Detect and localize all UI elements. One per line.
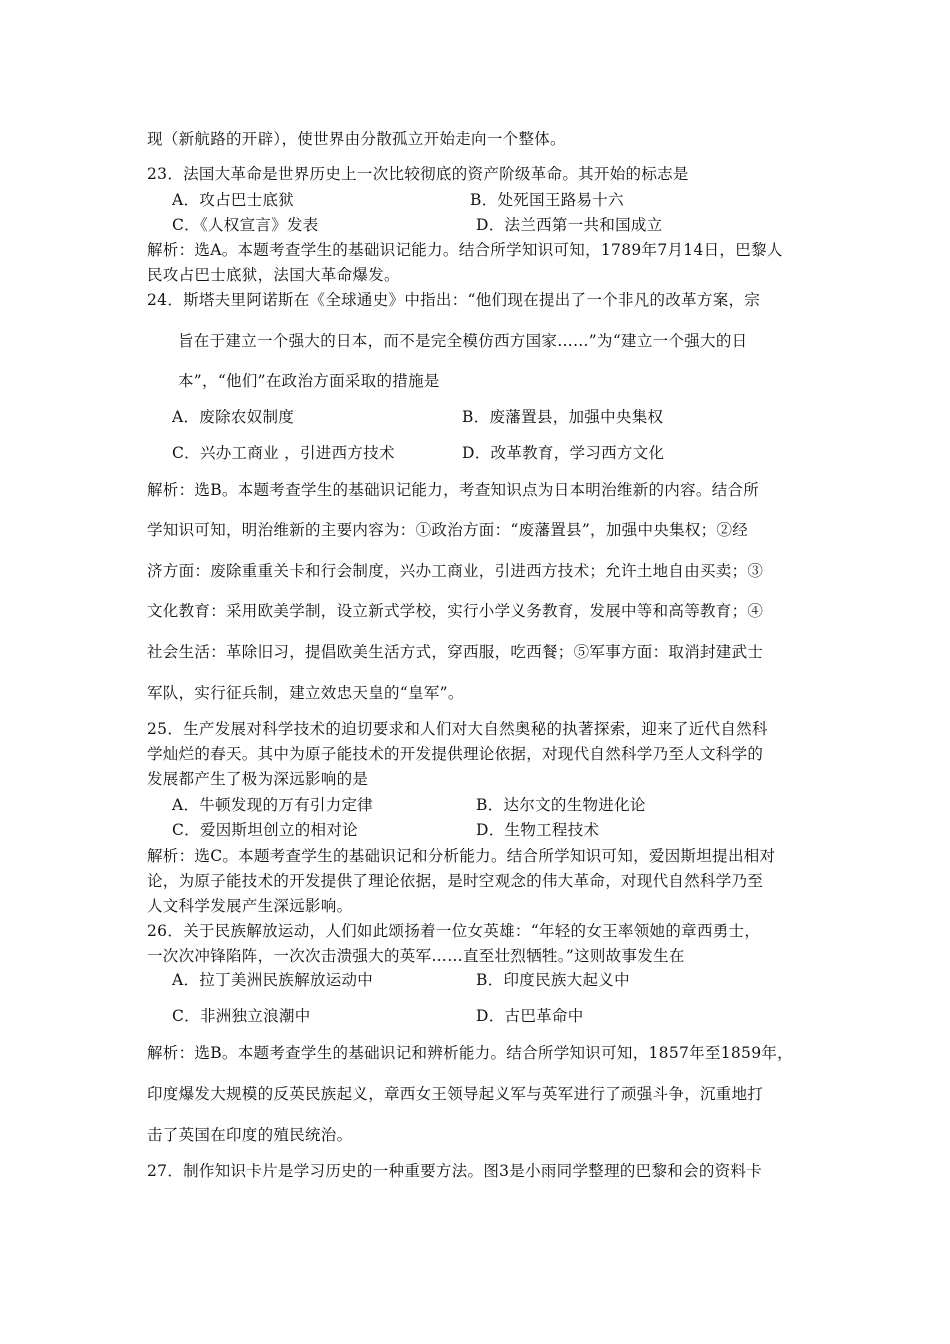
question-24-option-b: B．废藩置县，加强中央集权 — [462, 408, 664, 426]
question-25-analysis-line-1: 解析：选C。本题考查学生的基础识记和分析能力。结合所学知识可知，爱因斯坦提出相对 — [147, 847, 776, 865]
question-24-option-c: C．兴办工商业 ，引进西方技术 — [172, 444, 395, 462]
question-25-analysis-line-3: 人文科学发展产生深远影响。 — [147, 897, 353, 915]
question-24-stem-line-3: 本”，“他们”在政治方面采取的措施是 — [178, 372, 440, 390]
question-26-analysis-line-3: 击了英国在印度的殖民统治。 — [147, 1126, 353, 1144]
question-24-analysis-line-1: 解析：选B。本题考查学生的基础识记能力，考查知识点为日本明治维新的内容。结合所 — [147, 481, 760, 499]
question-26-stem-line-1: 26．关于民族解放运动，人们如此颂扬着一位女英雄：“年轻的女王率领她的章西勇士， — [147, 922, 761, 940]
question-25-option-d: D．生物工程技术 — [476, 821, 600, 839]
question-25-option-a: A．牛顿发现的万有引力定律 — [172, 796, 374, 814]
question-24-analysis-line-5: 社会生活：革除旧习，提倡欧美生活方式，穿西服，吃西餐；⑤军事方面：取消封建武士 — [147, 643, 764, 661]
question-24-stem-line-1: 24．斯塔夫里阿诺斯在《全球通史》中指出：“他们现在提出了一个非凡的改革方案，宗 — [147, 291, 761, 309]
question-26-option-a: A．拉丁美洲民族解放运动中 — [172, 971, 374, 989]
question-25-stem-line-3: 发展都产生了极为深远影响的是 — [147, 770, 369, 788]
question-25-analysis-line-2: 论，为原子能技术的开发提供了理论依据，是时空观念的伟大革命，对现代自然科学乃至 — [147, 872, 764, 890]
text-line-1: 现（新航路的开辟），使世界由分散孤立开始走向一个整体。 — [147, 130, 566, 148]
question-25-option-b: B．达尔文的生物进化论 — [476, 796, 646, 814]
question-23-analysis-line-1: 解析：选A。本题考查学生的基础识记能力。结合所学知识可知，1789年7月14日，巴黎人 — [147, 241, 783, 259]
question-24-analysis-line-2: 学知识可知，明治维新的主要内容为：①政治方面：“废藩置县”，加强中央集权；②经 — [147, 521, 749, 539]
question-26-option-b: B．印度民族大起义中 — [476, 971, 630, 989]
question-23-option-c: C．《人权宣言》发表 — [172, 216, 319, 234]
question-24-option-d: D．改革教育，学习西方文化 — [462, 444, 665, 462]
question-24-analysis-line-3: 济方面：废除重重关卡和行会制度，兴办工商业，引进西方技术；允许土地自由买卖；③ — [147, 562, 764, 580]
question-25-stem-line-1: 25．生产发展对科学技术的迫切要求和人们对大自然奥秘的执著探索，迎来了近代自然科 — [147, 720, 768, 738]
question-26-option-c: C．非洲独立浪潮中 — [172, 1007, 311, 1025]
question-26-analysis-line-2: 印度爆发大规模的反英民族起义，章西女王领导起义军与英军进行了顽强斗争，沉重地打 — [147, 1085, 764, 1103]
question-26-stem-line-2: 一次次冲锋陷阵，一次次击溃强大的英军……直至壮烈牺牲。”这则故事发生在 — [147, 947, 685, 965]
question-23-option-d: D．法兰西第一共和国成立 — [476, 216, 663, 234]
question-26-analysis-line-1: 解析：选B。本题考查学生的基础识记和辨析能力。结合所学知识可知，1857年至1859年， — [147, 1044, 793, 1062]
question-23-option-b: B．处死国王路易十六 — [470, 191, 624, 209]
question-24-analysis-line-4: 文化教育：采用欧美学制，设立新式学校，实行小学义务教育，发展中等和高等教育；④ — [147, 602, 764, 620]
question-23-option-a: A．攻占巴士底狱 — [172, 191, 295, 209]
question-23-analysis-line-2: 民攻占巴士底狱，法国大革命爆发。 — [147, 266, 400, 284]
question-24-option-a: A．废除农奴制度 — [172, 408, 295, 426]
question-24-stem-line-2: 旨在于建立一个强大的日本，而不是完全模仿西方国家……”为“建立一个强大的日 — [178, 332, 748, 350]
question-23-stem: 23．法国大革命是世界历史上一次比较彻底的资产阶级革命。其开始的标志是 — [147, 165, 689, 183]
question-24-analysis-line-6: 军队，实行征兵制，建立效忠天皇的“皇军”。 — [147, 684, 464, 702]
question-27-stem-line-1: 27．制作知识卡片是学习历史的一种重要方法。图3是小雨同学整理的巴黎和会的资料卡 — [147, 1162, 763, 1180]
question-25-stem-line-2: 学灿烂的春天。其中为原子能技术的开发提供理论依据，对现代自然科学乃至人文科学的 — [147, 745, 764, 763]
question-26-option-d: D．古巴革命中 — [476, 1007, 584, 1025]
question-25-option-c: C．爱因斯坦创立的相对论 — [172, 821, 358, 839]
